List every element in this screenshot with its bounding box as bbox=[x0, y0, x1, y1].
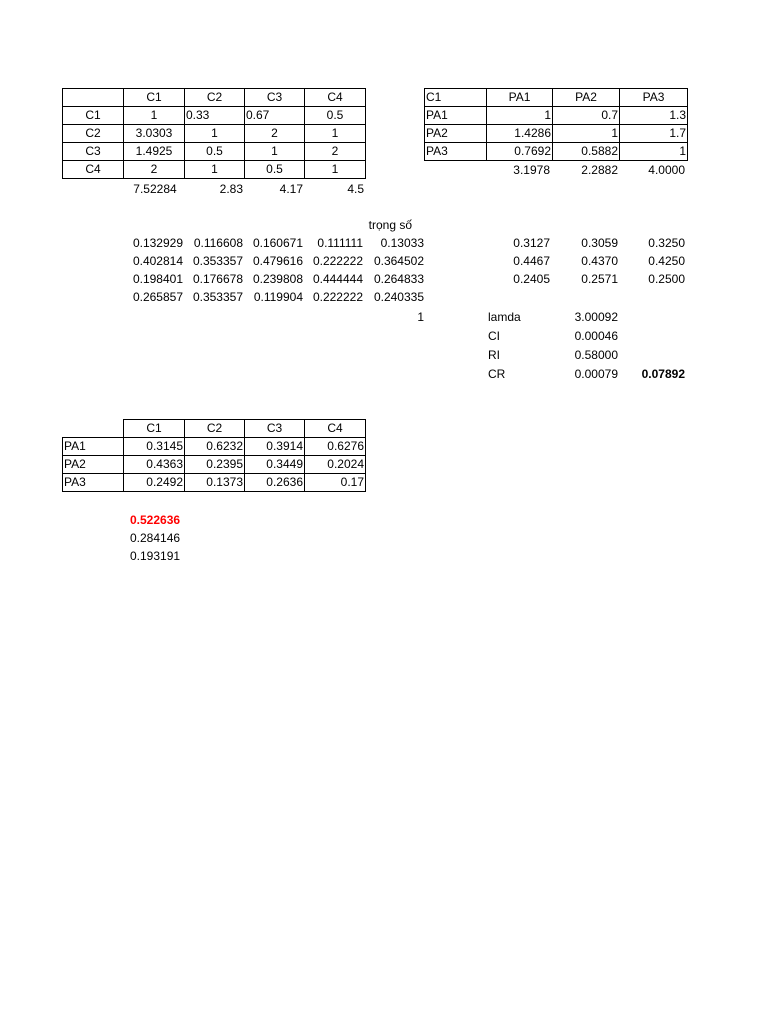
table-row bbox=[63, 107, 366, 125]
row-label-cell: PA2 bbox=[425, 125, 487, 143]
alternatives-matrix-table bbox=[424, 88, 688, 161]
table-cell: 0.5 bbox=[305, 107, 366, 125]
table-row bbox=[63, 438, 366, 456]
table-header-row bbox=[63, 89, 366, 107]
header-cell: C1 bbox=[425, 89, 487, 107]
table-cell: 0.1373 bbox=[185, 474, 245, 492]
table-cell: 1 bbox=[305, 125, 366, 143]
table-header-row bbox=[425, 89, 688, 107]
table-cell: 0.6232 bbox=[185, 438, 245, 456]
column-sum: 4.17 bbox=[279, 182, 303, 196]
pa-normalized-cell: 0.2571 bbox=[581, 272, 618, 286]
column-sum: 7.52284 bbox=[133, 182, 177, 196]
normalized-cell: 0.479616 bbox=[252, 254, 303, 268]
table-cell: 1 bbox=[620, 143, 688, 161]
weight-value: 0.13033 bbox=[380, 236, 424, 250]
column-sum: 2.83 bbox=[219, 182, 243, 196]
header-cell: C2 bbox=[185, 420, 245, 438]
cr-bold-value: 0.07892 bbox=[641, 367, 685, 381]
pa-normalized-cell: 0.3250 bbox=[648, 236, 685, 250]
pa-normalized-cell: 0.4250 bbox=[648, 254, 685, 268]
table-cell: 0.3145 bbox=[124, 438, 185, 456]
normalized-cell: 0.402814 bbox=[132, 254, 183, 268]
table-cell: 0.2636 bbox=[245, 474, 305, 492]
pa-normalized-cell: 0.2405 bbox=[513, 272, 550, 286]
table-cell: 0.3449 bbox=[245, 456, 305, 474]
table-cell: 0.67 bbox=[245, 107, 305, 125]
table-cell: 0.7692 bbox=[487, 143, 553, 161]
table-row bbox=[63, 143, 366, 161]
table-cell: 1.7 bbox=[620, 125, 688, 143]
table-cell: 0.2395 bbox=[185, 456, 245, 474]
table-row bbox=[63, 161, 366, 179]
table-cell: 0.2492 bbox=[124, 474, 185, 492]
final-score: 0.284146 bbox=[130, 531, 181, 545]
table-cell: 1 bbox=[553, 125, 620, 143]
header-cell: C3 bbox=[245, 89, 305, 107]
weights-label: trọng số bbox=[368, 218, 412, 232]
normalized-cell: 0.353357 bbox=[192, 290, 243, 304]
row-label-cell: PA3 bbox=[425, 143, 487, 161]
table-cell: 3.0303 bbox=[124, 125, 185, 143]
table-cell: 2 bbox=[124, 161, 185, 179]
row-label-cell: PA3 bbox=[63, 474, 124, 492]
header-cell: PA3 bbox=[620, 89, 688, 107]
consistency-label: lamda bbox=[488, 310, 521, 324]
row-label-cell: PA1 bbox=[425, 107, 487, 125]
weight-value: 0.364502 bbox=[373, 254, 424, 268]
table-cell: 0.3914 bbox=[245, 438, 305, 456]
header-cell: C4 bbox=[305, 89, 366, 107]
table-cell: 0.7 bbox=[553, 107, 620, 125]
table-row bbox=[63, 456, 366, 474]
header-cell: PA2 bbox=[553, 89, 620, 107]
header-cell: C3 bbox=[245, 420, 305, 438]
consistency-value: 0.58000 bbox=[574, 348, 618, 362]
consistency-value: 3.00092 bbox=[574, 310, 618, 324]
normalized-cell: 0.176678 bbox=[192, 272, 243, 286]
table-row bbox=[425, 125, 688, 143]
normalized-cell: 0.160671 bbox=[252, 236, 303, 250]
row-label-cell: C3 bbox=[63, 143, 124, 161]
table-cell: 1 bbox=[487, 107, 553, 125]
pa-normalized-cell: 0.3059 bbox=[581, 236, 618, 250]
weight-value: 0.264833 bbox=[373, 272, 424, 286]
row-label-cell: C4 bbox=[63, 161, 124, 179]
table-cell: 1 bbox=[245, 143, 305, 161]
pa-normalized-cell: 0.3127 bbox=[513, 236, 550, 250]
table-cell: 1.4925 bbox=[124, 143, 185, 161]
final-score-top: 0.522636 bbox=[130, 513, 181, 527]
normalized-cell: 0.111111 bbox=[317, 236, 363, 250]
table-cell: 1.3 bbox=[620, 107, 688, 125]
column-sum: 2.2882 bbox=[581, 163, 618, 177]
row-label-cell: PA1 bbox=[63, 438, 124, 456]
table-row bbox=[63, 125, 366, 143]
row-label-cell: PA2 bbox=[63, 456, 124, 474]
criteria-matrix-table bbox=[62, 88, 366, 179]
weight-value: 0.240335 bbox=[373, 290, 424, 304]
pa-normalized-cell: 0.2500 bbox=[648, 272, 685, 286]
table-cell: 0.17 bbox=[305, 474, 366, 492]
normalized-cell: 0.116608 bbox=[193, 236, 243, 250]
header-cell: PA1 bbox=[487, 89, 553, 107]
table-row bbox=[63, 474, 366, 492]
table-cell: 2 bbox=[245, 125, 305, 143]
table-cell: 1 bbox=[185, 125, 245, 143]
normalized-cell: 0.353357 bbox=[192, 254, 243, 268]
table-cell: 0.2024 bbox=[305, 456, 366, 474]
normalized-cell: 0.265857 bbox=[132, 290, 183, 304]
column-sum: 3.1978 bbox=[513, 163, 550, 177]
table-cell: 1 bbox=[124, 107, 185, 125]
normalized-cell: 0.222222 bbox=[312, 290, 363, 304]
header-cell: C1 bbox=[124, 89, 185, 107]
consistency-label: RI bbox=[488, 348, 500, 362]
score-matrix-table bbox=[62, 419, 366, 492]
consistency-label: CR bbox=[488, 367, 506, 381]
table-row bbox=[425, 107, 688, 125]
header-cell: C2 bbox=[185, 89, 245, 107]
table-cell: 0.5 bbox=[245, 161, 305, 179]
row-label-cell: C1 bbox=[63, 107, 124, 125]
column-sum: 4.5 bbox=[347, 182, 364, 196]
header-cell: C4 bbox=[305, 420, 366, 438]
pa-normalized-cell: 0.4467 bbox=[513, 254, 550, 268]
final-score: 0.193191 bbox=[130, 549, 181, 563]
normalized-cell: 0.239808 bbox=[252, 272, 303, 286]
row-label-cell: C2 bbox=[63, 125, 124, 143]
table-cell: 1 bbox=[185, 161, 245, 179]
normalized-cell: 0.132929 bbox=[132, 236, 183, 250]
table-cell: 0.5882 bbox=[553, 143, 620, 161]
normalized-cell: 0.444444 bbox=[312, 272, 363, 286]
table-cell: 0.5 bbox=[185, 143, 245, 161]
table-header-row bbox=[63, 420, 366, 438]
column-sum: 4.0000 bbox=[648, 163, 685, 177]
pa-normalized-cell: 0.4370 bbox=[581, 254, 618, 268]
table-cell: 0.4363 bbox=[124, 456, 185, 474]
header-cell bbox=[63, 420, 124, 438]
header-cell: C1 bbox=[124, 420, 185, 438]
table-cell: 0.6276 bbox=[305, 438, 366, 456]
normalized-cell: 0.222222 bbox=[312, 254, 363, 268]
table-cell: 2 bbox=[305, 143, 366, 161]
table-cell: 0.33 bbox=[185, 107, 245, 125]
consistency-value: 0.00079 bbox=[574, 367, 618, 381]
normalized-cell: 0.119904 bbox=[253, 290, 303, 304]
normalized-cell: 0.198401 bbox=[132, 272, 183, 286]
header-cell bbox=[63, 89, 124, 107]
table-cell: 1.4286 bbox=[487, 125, 553, 143]
weights-total: 1 bbox=[417, 310, 424, 324]
table-row bbox=[425, 143, 688, 161]
consistency-value: 0.00046 bbox=[574, 329, 618, 343]
table-cell: 1 bbox=[305, 161, 366, 179]
consistency-label: CI bbox=[488, 329, 500, 343]
